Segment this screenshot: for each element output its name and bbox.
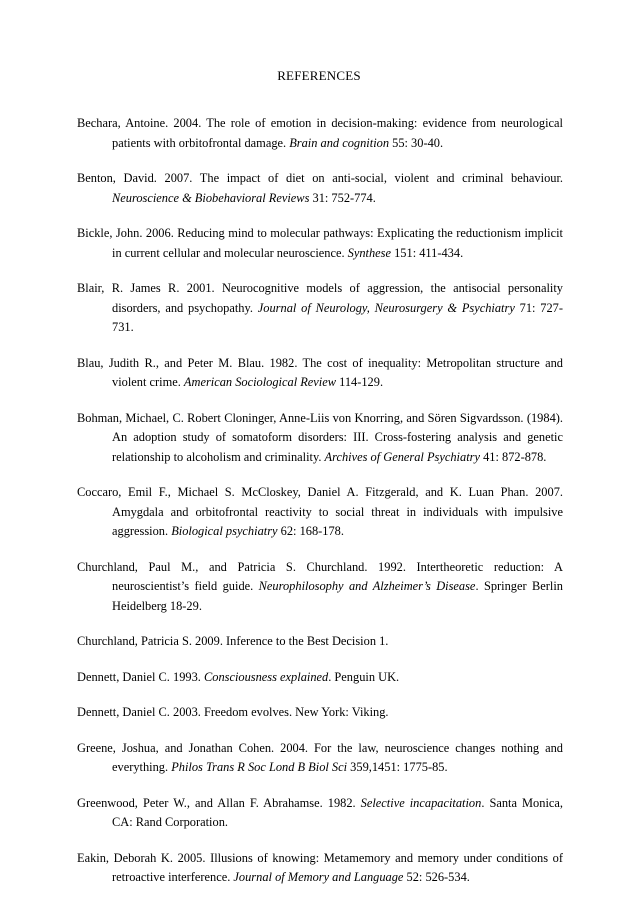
- reference-entry: [77, 169, 563, 208]
- reference-text: Bohman, Michael, C. Robert Cloninger, Anne-Liis von Knorring, and Sören Sigvardsson. (1984). An adoption study of somatoform disorders: III. Cross-fostering analysis and genetic relationship to alcoholism and criminality.: [77, 410, 563, 464]
- reference-text: Bechara, Antoine. 2004. The role of emotion in decision-making: evidence from neurological patients with orbitofrontal damage.: [77, 116, 563, 150]
- reference-citation-details: 52: 526-534.: [403, 870, 470, 884]
- reference-source-title: American Sociological Review: [183, 375, 337, 389]
- reference-source-title: Brain and cognition: [289, 135, 390, 150]
- reference-citation-details: . Springer Berlin Heidelberg 18-29.: [112, 579, 563, 613]
- reference-citation-details: 151: 411-434.: [391, 245, 464, 260]
- reference-source-title: Neuroscience & Biobehavioral Reviews: [112, 190, 310, 205]
- reference-text: Greene, Joshua, and Jonathan Cohen. 2004. For the law, neuroscience changes nothing and everything.: [77, 740, 563, 774]
- reference-citation-details: . Santa Monica, CA: Rand Corporation.: [112, 795, 563, 829]
- reference-source-title: Consciousness explained: [203, 669, 329, 684]
- reference-list: [77, 114, 563, 904]
- reference-entry: [77, 632, 563, 652]
- reference-text: Coccaro, Emil F., Michael S. McCloskey, Daniel A. Fitzgerald, and K. Luan Phan. 2007. Amygdala and orbitofrontal reactivity to social threat in individuals with impulsive aggression.: [77, 485, 563, 538]
- reference-source-title: Synthese: [347, 245, 392, 260]
- reference-citation-details: 55: 30-40.: [389, 135, 444, 150]
- reference-citation-details: 114-129.: [336, 375, 384, 389]
- reference-text: Blair, R. James R. 2001. Neurocognitive models of aggression, the antisocial personality disorders, and psychopathy.: [77, 281, 563, 315]
- reference-entry: [77, 483, 563, 542]
- reference-text: Benton, David. 2007. The impact of diet on anti-social, violent and criminal behaviour.: [77, 171, 563, 185]
- reference-text: Dennett, Daniel C. 1993.: [77, 669, 204, 684]
- reference-entry: [77, 794, 563, 833]
- reference-citation-details: 359,1451: 1775-85.: [347, 760, 448, 774]
- reference-source-title: Journal of Memory and Language: [233, 870, 404, 884]
- reference-entry: [77, 354, 563, 393]
- reference-citation-details: 31: 752-774.: [309, 190, 376, 205]
- reference-entry: [77, 668, 563, 688]
- reference-source-title: Neurophilosophy and Alzheimer’s Disease: [258, 579, 476, 593]
- reference-entry: [77, 849, 563, 888]
- reference-citation-details: 62: 168-178.: [277, 524, 344, 538]
- reference-text: Churchland, Paul M., and Patricia S. Churchland. 1992. Intertheoretic reduction: A neuroscientist’s field guide.: [77, 559, 563, 593]
- reference-text: Bickle, John. 2006. Reducing mind to molecular pathways: Explicating the reductionism implicit in current cellular and molecular neuroscience.: [77, 226, 563, 260]
- reference-entry: [77, 409, 563, 468]
- reference-citation-details: 41: 872-878.: [479, 449, 547, 464]
- reference-source-title: Philos Trans R Soc Lond B Biol Sci: [171, 760, 348, 774]
- reference-citation-details: . Penguin UK.: [328, 669, 400, 684]
- reference-text: Dennett, Daniel C. 2003. Freedom evolves. New York: Viking.: [77, 705, 389, 719]
- reference-entry: [77, 703, 563, 723]
- reference-text: Eakin, Deborah K. 2005. Illusions of knowing: Metamemory and memory under conditions of retroactive interference.: [77, 850, 563, 884]
- reference-entry: [77, 114, 563, 153]
- reference-source-title: Archives of General Psychiatry: [324, 449, 480, 464]
- reference-entry: [77, 224, 563, 263]
- reference-entry: [77, 558, 563, 617]
- reference-source-title: Biological psychiatry: [171, 524, 278, 538]
- references-heading: REFERENCES: [277, 68, 361, 83]
- reference-text: Churchland, Patricia S. 2009. Inference to the Best Decision 1.: [77, 634, 389, 648]
- reference-entry: [77, 279, 563, 338]
- reference-citation-details: 71: 727-731.: [112, 300, 563, 334]
- reference-source-title: Journal of Neurology, Neurosurgery & Psychiatry: [257, 300, 515, 315]
- reference-text: Greenwood, Peter W., and Allan F. Abrahamse. 1982.: [77, 795, 361, 810]
- reference-source-title: Selective incapacitation: [360, 795, 482, 810]
- reference-text: Blau, Judith R., and Peter M. Blau. 1982. The cost of inequality: Metropolitan structure and violent crime.: [77, 355, 563, 389]
- reference-entry: [77, 739, 563, 778]
